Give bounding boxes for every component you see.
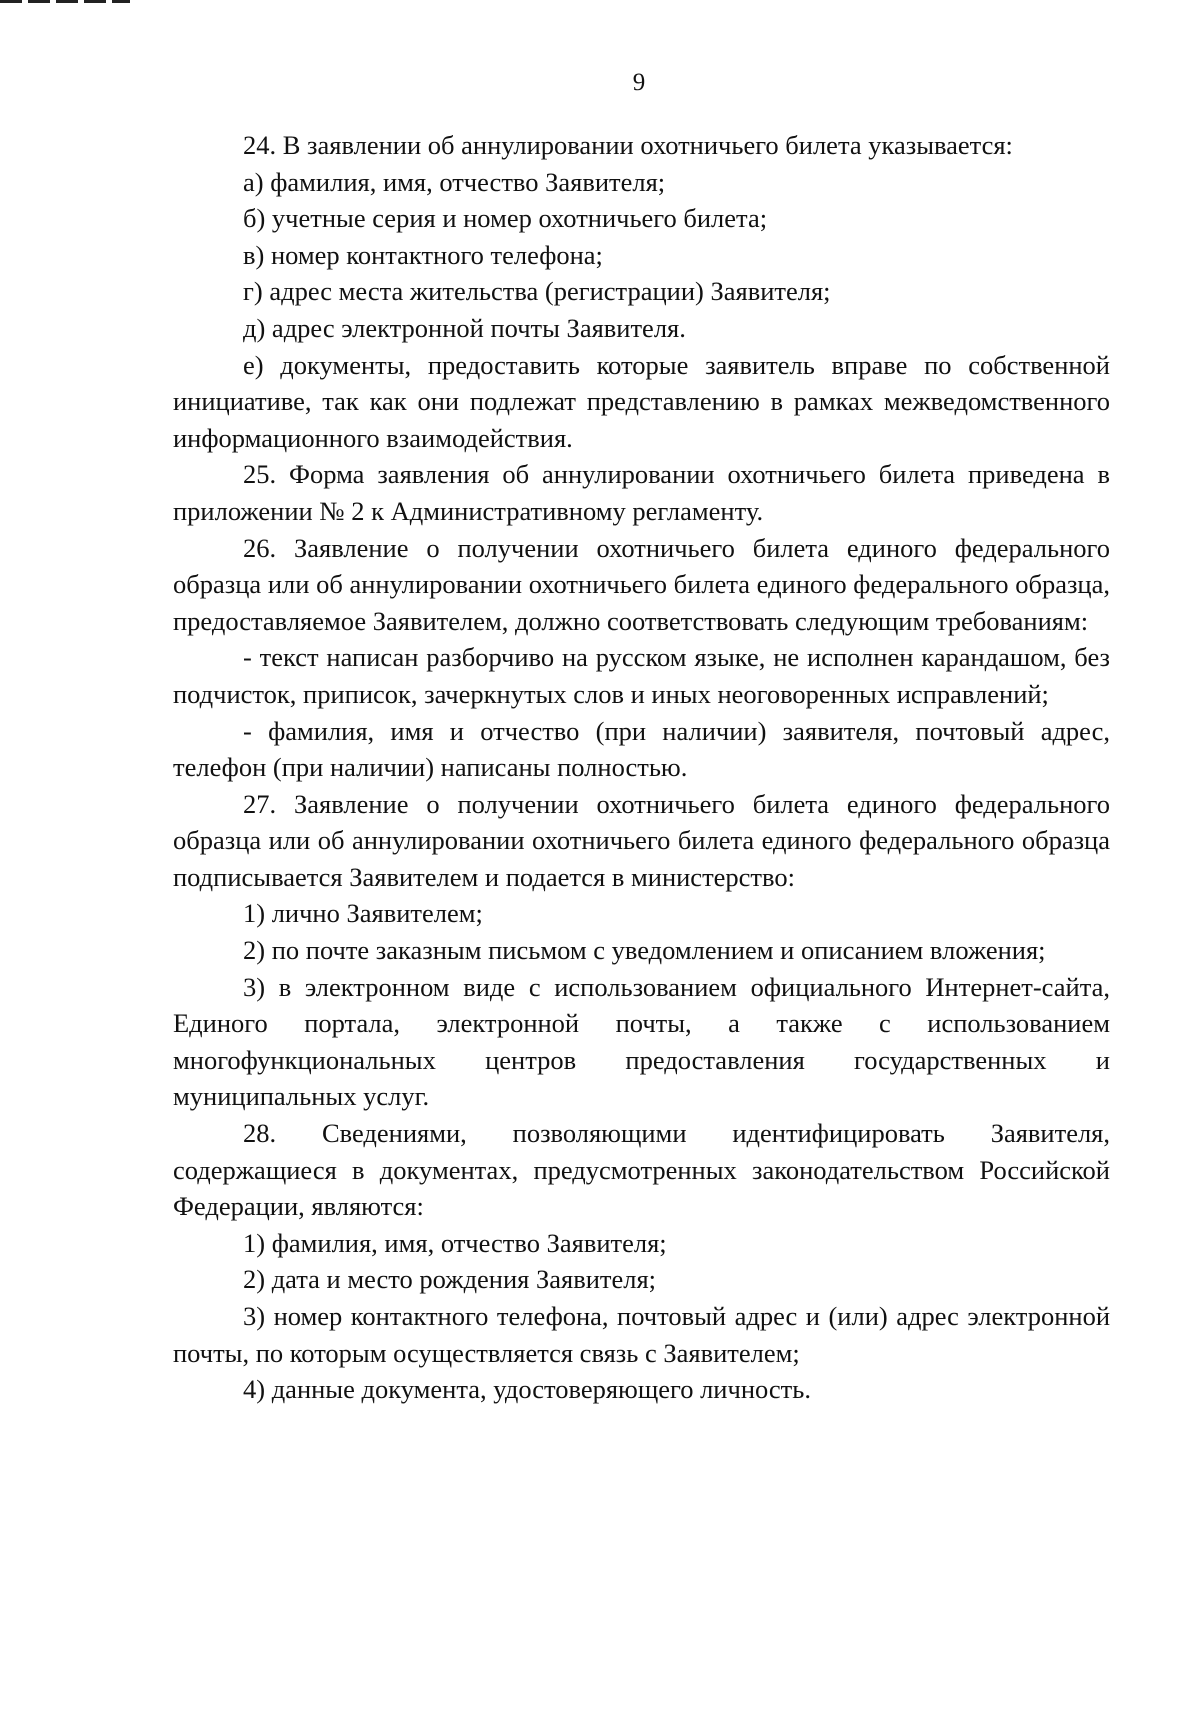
paragraph-24-item-e: е) документы, предоставить которые заявитель вправе по собственной инициативе, так как они подлежат представлению в рамках межведомственного информационного взаимодействия.	[173, 349, 1110, 453]
paragraph-27: 27. Заявление о получении охотничьего билета единого федерального образца или об аннулировании охотничьего билета единого федерального образца подписывается Заявителем и подается в министерство:	[173, 788, 1110, 892]
paragraph-27-item-2: 2) по почте заказным письмом с уведомлением и описанием вложения;	[243, 935, 1046, 966]
paragraph-24-item-a: а) фамилия, имя, отчество Заявителя;	[243, 166, 666, 197]
paragraph-28-item-4: 4) данные документа, удостоверяющего личность.	[243, 1374, 811, 1405]
paragraph-24-item-d: д) адрес электронной почты Заявителя.	[243, 312, 686, 343]
paragraph-27-item-1: 1) лично Заявителем;	[243, 898, 483, 929]
paragraph-28-item-2: 2) дата и место рождения Заявителя;	[243, 1264, 657, 1295]
paragraph-24-item-g: г) адрес места жительства (регистрации) Заявителя;	[243, 276, 831, 307]
page-number: 9	[632, 69, 646, 96]
paragraph-26-requirement-1: - текст написан разборчиво на русском языке, не исполнен карандашом, без подчисток, приписок, зачеркнутых слов и иных неоговоренных исправлений;	[173, 642, 1110, 709]
paragraph-24-intro: 24. В заявлении об аннулировании охотничьего билета указывается:	[243, 130, 1013, 160]
paragraph-24-item-v: в) номер контактного телефона;	[243, 239, 603, 270]
paragraph-27-item-3: 3) в электронном виде с использованием официального Интернет-сайта, Единого портала, электронной почты, а также с использованием многофункциональных центров предоставления государственных и муниципальных услуг.	[173, 971, 1110, 1112]
paragraph-28: 28. Сведениями, позволяющими идентифицировать Заявителя, содержащиеся в документах, предусмотренных законодательством Российской Федерации, являются:	[173, 1118, 1110, 1222]
scan-edge-mark	[0, 0, 130, 3]
document-body	[173, 127, 1110, 1408]
paragraph-28-item-3: 3) номер контактного телефона, почтовый адрес и (или) адрес электронной почты, по которым осуществляется связь с Заявителем;	[173, 1301, 1110, 1368]
paragraph-25: 25. Форма заявления об аннулировании охотничьего билета приведена в приложении № 2 к Административному регламенту.	[173, 459, 1110, 526]
paragraph-24-item-b: б) учетные серия и номер охотничьего билета;	[243, 203, 768, 234]
paragraph-26-requirement-2: - фамилия, имя и отчество (при наличии) заявителя, почтовый адрес, телефон (при наличии) написаны полностью.	[173, 715, 1110, 783]
paragraph-26: 26. Заявление о получении охотничьего билета единого федерального образца или об аннулировании охотничьего билета единого федерального образца, предоставляемое Заявителем, должно соответствовать следующим требованиям:	[173, 532, 1110, 636]
paragraph-28-item-1: 1) фамилия, имя, отчество Заявителя;	[243, 1227, 667, 1258]
